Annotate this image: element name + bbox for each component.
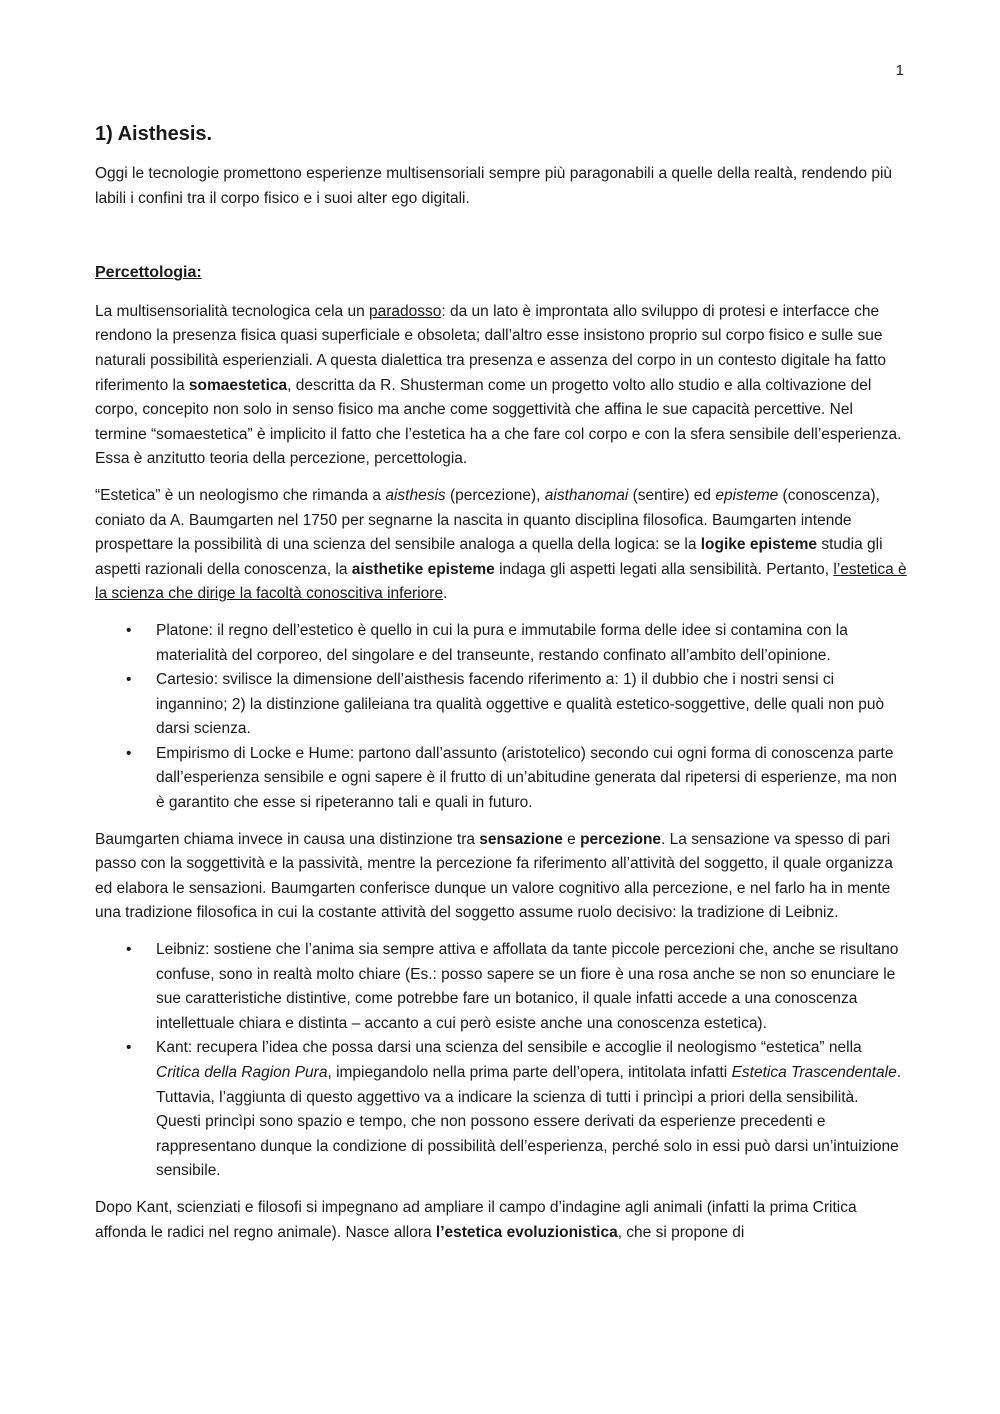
paragraph-sensazione-percezione: Baumgarten chiama invece in causa una distinzione tra sensazione e percezione. La sensazione va spesso di pari passo con la soggettività e la passività, mentre la percezione fa riferimento all’attività del soggetto, il quale organizza ed elabora le sensazioni. Baumgarten conferisce dunque un valore cognitivo alla percezione, e nel farlo ha in mente una tradizione filosofica in cui la costante attività del soggetto assume ruolo decisivo: la tradizione di Leibniz. bbox=[95, 830, 893, 922]
bold-term: sensazione bbox=[479, 830, 563, 848]
bold-term: logike episteme bbox=[700, 536, 818, 554]
bold-term: aisthetike episteme bbox=[351, 560, 495, 578]
bold-term: somaestetica bbox=[188, 376, 288, 394]
paragraph-estetica-etymology: “Estetica” è un neologismo che rimanda a aisthesis (percezione), aisthanomai (sentire) ed episteme (conoscenza), coniato da A. Baumgarten nel 1750 per segnarne la nascita in quanto disciplina filosofica. Baumgarten intende prospettare la possibilità di una scienza del sensibile analoga a quella della logica: se la logike episteme studia gli aspetti razionali della conoscenza, la aisthetike episteme indaga gli aspetti legati alla sensibilità. Pertanto, l’estetica è la scienza che dirige la facoltà conoscitiva inferiore. bbox=[95, 486, 907, 603]
italic-term: aisthanomai bbox=[544, 486, 629, 504]
page-number: 1 bbox=[895, 62, 904, 79]
chapter-title: 1) Aisthesis. bbox=[95, 123, 213, 145]
philosophers-list bbox=[95, 619, 907, 816]
list-item-kant: • Kant: recupera l’idea che possa darsi una scienza del sensibile e accoglie il neologismo “estetica” nella Critica della Ragion Pura, impiegandolo nella prima parte dell’opera, intitolata infatti Estetica Trascendentale. Tuttavia, l’aggiunta di questo aggettivo va a indicare la scienza di tutti i princìpi a priori della sensibilità. Questi princìpi sono spazio e tempo, che non possono essere derivati da esperienze precedenti e rappresentano dunque la condizione di possibilità dell’esperienza, perché solo in essi può darsi un’intuizione sensibile. bbox=[156, 1036, 907, 1184]
intro-paragraph: Oggi le tecnologie promettono esperienze multisensoriali sempre più paragonabili a quelle della realtà, rendendo più labili i confini tra il corpo fisico e i suoi alter ego digitali. bbox=[95, 165, 893, 207]
document-body bbox=[95, 120, 907, 1257]
paragraph-multisensoriality: La multisensorialità tecnologica cela un paradosso: da un lato è improntata allo sviluppo di protesi e interfacce che rendono la presenza fisica quasi superficiale e obsoleta; dall’altro esse insistono proprio sul corpo fisico e sulle sue naturali possibilità esperienziali. A questa dialettica tra presenza e assenza del corpo in un contesto digitale ha fatto riferimento la somaestetica, descritta da R. Shusterman come un progetto volto allo studio e alla coltivazione del corpo, concepito non solo in senso fisico ma anche come soggettività che affina le sue capacità percettive. Nel termine “somaestetica” è implicito il fatto che l’estetica ha a che fare col corpo e con la sfera sensibile dell’esperienza. Essa è anzitutto teoria della percezione, percettologia. bbox=[95, 302, 902, 468]
italic-term: episteme bbox=[715, 486, 779, 504]
leibniz-kant-list bbox=[95, 938, 907, 1184]
italic-title: Estetica Trascendentale bbox=[731, 1064, 897, 1081]
underlined-term: paradosso bbox=[369, 302, 442, 320]
underlined-definition: l’estetica è la scienza che dirige la facoltà conoscitiva inferiore bbox=[95, 560, 907, 603]
list-item-leibniz: • Leibniz: sostiene che l’anima sia sempre attiva e affollata da tante piccole percezioni che, anche se risultano confuse, sono in realtà molto chiare (Es.: posso sapere se un fiore è una rosa anche se non so enunciare le sue caratteristiche distintive, come potrebbe fare un botanico, il quale infatti accede a una conoscenza intellettuale chiara e distinta – accanto a cui però esiste anche una conoscenza estetica). bbox=[156, 938, 907, 1036]
section-heading: Percettologia: bbox=[95, 264, 202, 282]
paragraph-dopo-kant: Dopo Kant, scienziati e filosofi si impegnano ad ampliare il campo d’indagine agli animali (infatti la prima Critica affonda le radici nel regno animale). Nasce allora l’estetica evoluzionistica, che si propone di bbox=[95, 1198, 857, 1241]
italic-term: aisthesis bbox=[385, 486, 446, 504]
list-item-platone: • Platone: il regno dell’estetico è quello in cui la pura e immutabile forma delle idee si contamina con la materialità del corporeo, del singolare e del transeunte, restando confinato all’ambito dell’opinione. bbox=[156, 619, 907, 668]
bold-term: l’estetica evoluzionistica bbox=[435, 1223, 618, 1241]
bold-term: percezione bbox=[580, 830, 662, 848]
italic-title: Critica della Ragion Pura bbox=[156, 1064, 328, 1081]
list-item-empirismo: • Empirismo di Locke e Hume: partono dall’assunto (aristotelico) secondo cui ogni forma di conoscenza parte dall’esperienza sensibile e ogni sapere è il frutto di un’abitudine generata dal ripetersi di esperienze, ma non è garantito che esse si ripeteranno tali e quali in futuro. bbox=[156, 742, 907, 816]
list-item-cartesio: • Cartesio: svilisce la dimensione dell’aisthesis facendo riferimento a: 1) il dubbio che i nostri sensi ci ingannino; 2) la distinzione galileiana tra qualità oggettive e qualità estetico-soggettive, delle quali non può darsi scienza. bbox=[156, 668, 907, 742]
